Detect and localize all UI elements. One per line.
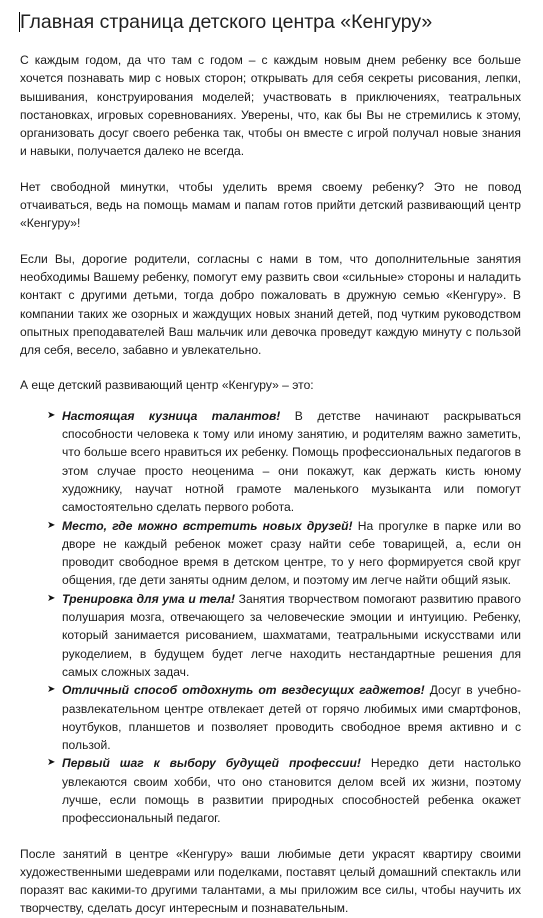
list-item-lead: Первый шаг к выбору будущей профессии! [62, 756, 361, 771]
arrowhead-bullet-icon: ➤ [47, 757, 56, 769]
list-item [47, 681, 521, 754]
list-item-lead: Место, где можно встретить новых друзей! [62, 518, 353, 533]
list-item-text: Нередко дети настолько увлекаются своим хобби, что оно становится делом всей их жизни, поэтому лучше, если помощь в развитии природных способностей ребенка окажет профессиональный педагог. [62, 756, 521, 826]
list-item [47, 407, 521, 517]
list-item-text: В детстве начинают раскрываться способности человека к тому или иному занятию, и родителям важно заметить, что больше всего нравиться их ребенку. Помощь профессиональных педагогов в этом случае просто неоценима – они покажут, как держать кисть юному художнику, научат нотной грамоте маленького музыканта или помогут самостоятельно сделать первого робота. [62, 408, 521, 515]
list-item-text: На прогулке в парке или во дворе не каждый ребенок может сразу найти себе товарищей, а, если он проводит свободное время в детском центре, то у него формируется свой круг общения, где дети заняты одним делом, и поэтому им легче найти общий язык. [62, 518, 521, 588]
list-intro-paragraph: А еще детский развивающий центр «Кенгуру» – это: [20, 378, 314, 393]
intro-paragraph: С каждым годом, да что там с годом – с каждым новым днем ребенку все больше хочется познавать мир с новых сторон; открывать для себя секреты рисования, лепки, вышивания, конструирования моделей; участвовать в приключениях, театральных постановках, игровых соревнованиях. Уверены, что, как бы Вы не стремились к этому, организовать досуг своего ребенка так, чтобы он вместе с игрой получал новые знания и навыки, получается далеко не всегда. [20, 53, 521, 159]
page-title: Главная страница детского центра «Кенгуру» [20, 11, 433, 33]
arrowhead-bullet-icon: ➤ [47, 592, 56, 604]
benefits-list [20, 407, 521, 828]
list-item [47, 590, 521, 681]
list-item-lead: Отличный способ отдохнуть от вездесущих гаджетов! [62, 683, 425, 698]
list-item-text: Занятия творчеством помогают развитию правого полушария мозга, отвечающего за человеческие эмоции и интуицию. Ребенку, который занимается рисованием, шахматами, театральными искусствами или рукоделием, в будущем будет легче находить нестандартные решения для самых сложных задач. [62, 591, 521, 679]
list-item [47, 517, 521, 590]
arrowhead-bullet-icon: ➤ [47, 409, 56, 421]
list-item-text: Досуг в учебно-развлекательном центре отвлекает детей от горячо любимых ими смартфонов, ноутбуков, планшетов и позволяет проводить свободное время активно и с пользой. [62, 683, 521, 753]
help-paragraph: Нет свободной минутки, чтобы уделить время своему ребенку? Это не повод отчаиваться, ведь на помощь мамам и папам готов прийти детский развивающий центр «Кенгуру»! [20, 179, 521, 231]
list-item-lead: Настоящая кузница талантов! [62, 408, 281, 423]
invitation-paragraph: Если Вы, дорогие родители, согласны с нами в том, что дополнительные занятия необходимы Вашему ребенку, помогут ему развить свои «сильные» стороны и наладить контакт с другими детьми, тогда добро пожаловать в дружную семью «Кенгуру». В компании таких же озорных и жаждущих новых знаний детей, под чутким руководством опытных преподавателей Ваш мальчик или девочка проведут каждую минуту с пользой для себя, весело, забавно и увлекательно. [20, 251, 521, 358]
arrowhead-bullet-icon: ➤ [47, 519, 56, 531]
list-item [47, 754, 521, 827]
list-item-lead: Тренировка для ума и тела! [62, 591, 236, 606]
arrowhead-bullet-icon: ➤ [47, 684, 56, 696]
text-cursor [19, 12, 20, 32]
closing-paragraph: После занятий в центре «Кенгуру» ваши любимые дети украсят квартиру своими художественными шедеврами или поделками, поставят целый домашний спектакль или поразят вас какими-то другими талантами, а мы приложим все силы, чтобы научить их творчеству, сделать досуг интересным и познавательным. [20, 846, 521, 916]
